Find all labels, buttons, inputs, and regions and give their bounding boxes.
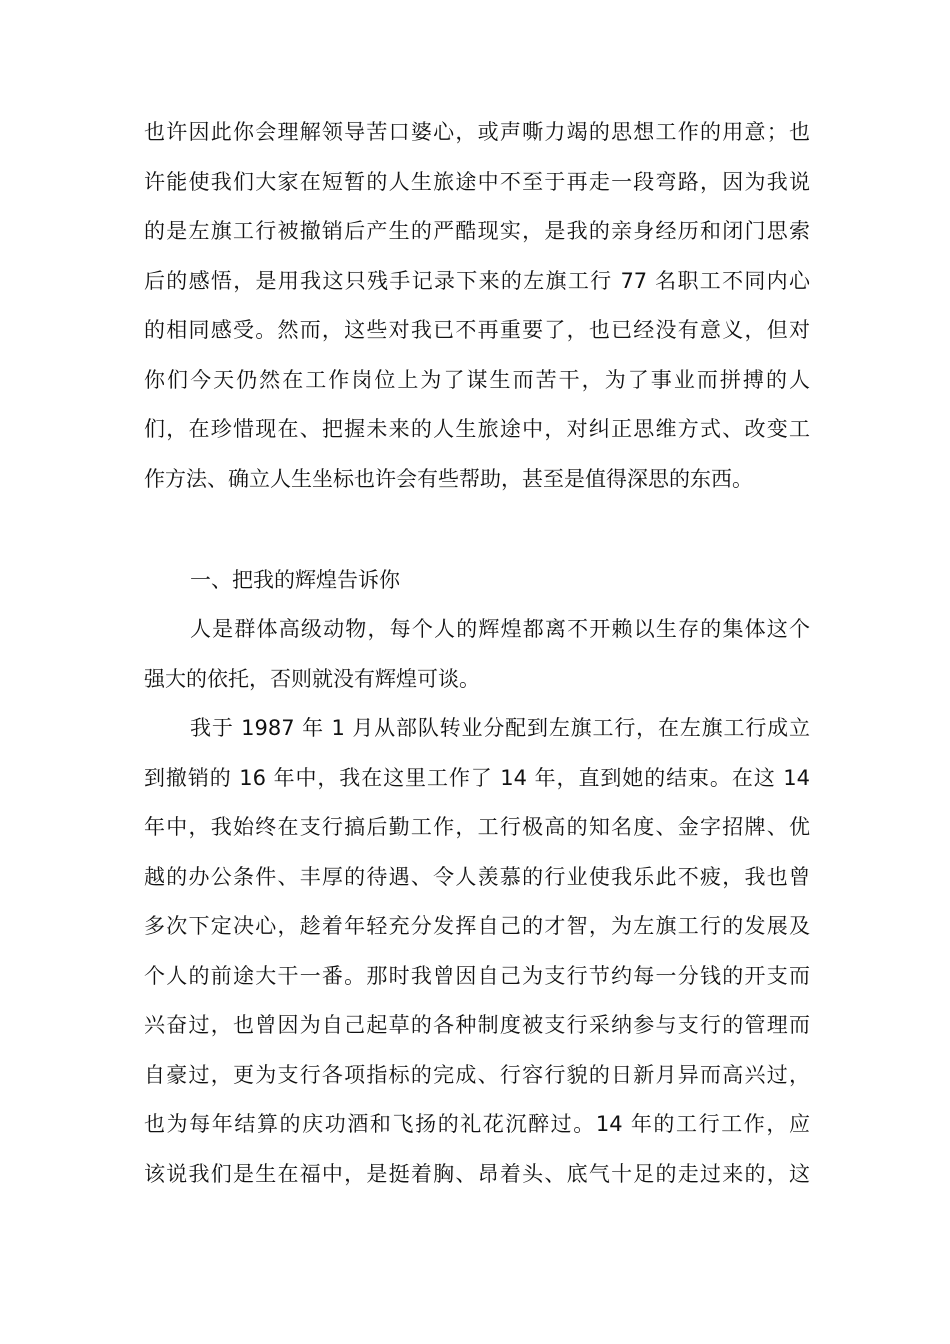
paragraph-line: 越的办公条件、丰厚的待遇、令人羡慕的行业使我乐此不疲，我也曾 — [144, 865, 810, 889]
paragraph-line: 强大的依托，否则就没有辉煌可谈。 — [144, 667, 480, 691]
paragraph-line: 到撤销的 16 年中，我在这里工作了 14 年，直到她的结束。在这 14 — [144, 766, 810, 790]
paragraph-line: 的是左旗工行被撤销后产生的严酷现实，是我的亲身经历和闭门思索 — [144, 219, 810, 243]
paragraph-line: 后的感悟，是用我这只残手记录下来的左旗工行 77 名职工不同内心 — [144, 269, 810, 293]
paragraph-line: 我于 1987 年 1 月从部队转业分配到左旗工行，在左旗工行成立 — [190, 716, 810, 740]
paragraph-line: 的相同感受。然而，这些对我已不再重要了，也已经没有意义，但对 — [144, 318, 810, 342]
paragraph-line: 们，在珍惜现在、把握未来的人生旅途中，对纠正思维方式、改变工 — [144, 417, 810, 441]
paragraph-line: 也许因此你会理解领导苦口婆心，或声嘶力竭的思想工作的用意；也 — [144, 120, 810, 144]
paragraph-line: 兴奋过，也曾因为自己起草的各种制度被支行采纳参与支行的管理而 — [144, 1013, 810, 1037]
paragraph-line: 作方法、确立人生坐标也许会有些帮助，甚至是值得深思的东西。 — [144, 467, 753, 491]
paragraph-line: 多次下定决心，趁着年轻充分发挥自己的才智，为左旗工行的发展及 — [144, 914, 810, 938]
paragraph-line: 年中，我始终在支行搞后勤工作，工行极高的知名度、金字招牌、优 — [144, 815, 810, 839]
paragraph-line: 许能使我们大家在短暂的人生旅途中不至于再走一段弯路，因为我说 — [144, 170, 810, 194]
paragraph-line: 自豪过，更为支行各项指标的完成、行容行貌的日新月异而高兴过， — [144, 1063, 810, 1087]
paragraph-line: 个人的前途大干一番。那时我曾因自己为支行节约每一分钱的开支而 — [144, 964, 810, 988]
paragraph-line: 也为每年结算的庆功酒和飞扬的礼花沉醉过。14 年的工行工作，应 — [144, 1112, 810, 1136]
paragraph-line: 人是群体高级动物，每个人的辉煌都离不开赖以生存的集体这个 — [190, 617, 810, 641]
section-heading: 一、把我的辉煌告诉你 — [190, 568, 400, 592]
paragraph-line: 你们今天仍然在工作岗位上为了谋生而苦干，为了事业而拼搏的人 — [144, 368, 810, 392]
paragraph-line: 该说我们是生在福中，是挺着胸、昂着头、底气十足的走过来的，这 — [144, 1162, 810, 1186]
